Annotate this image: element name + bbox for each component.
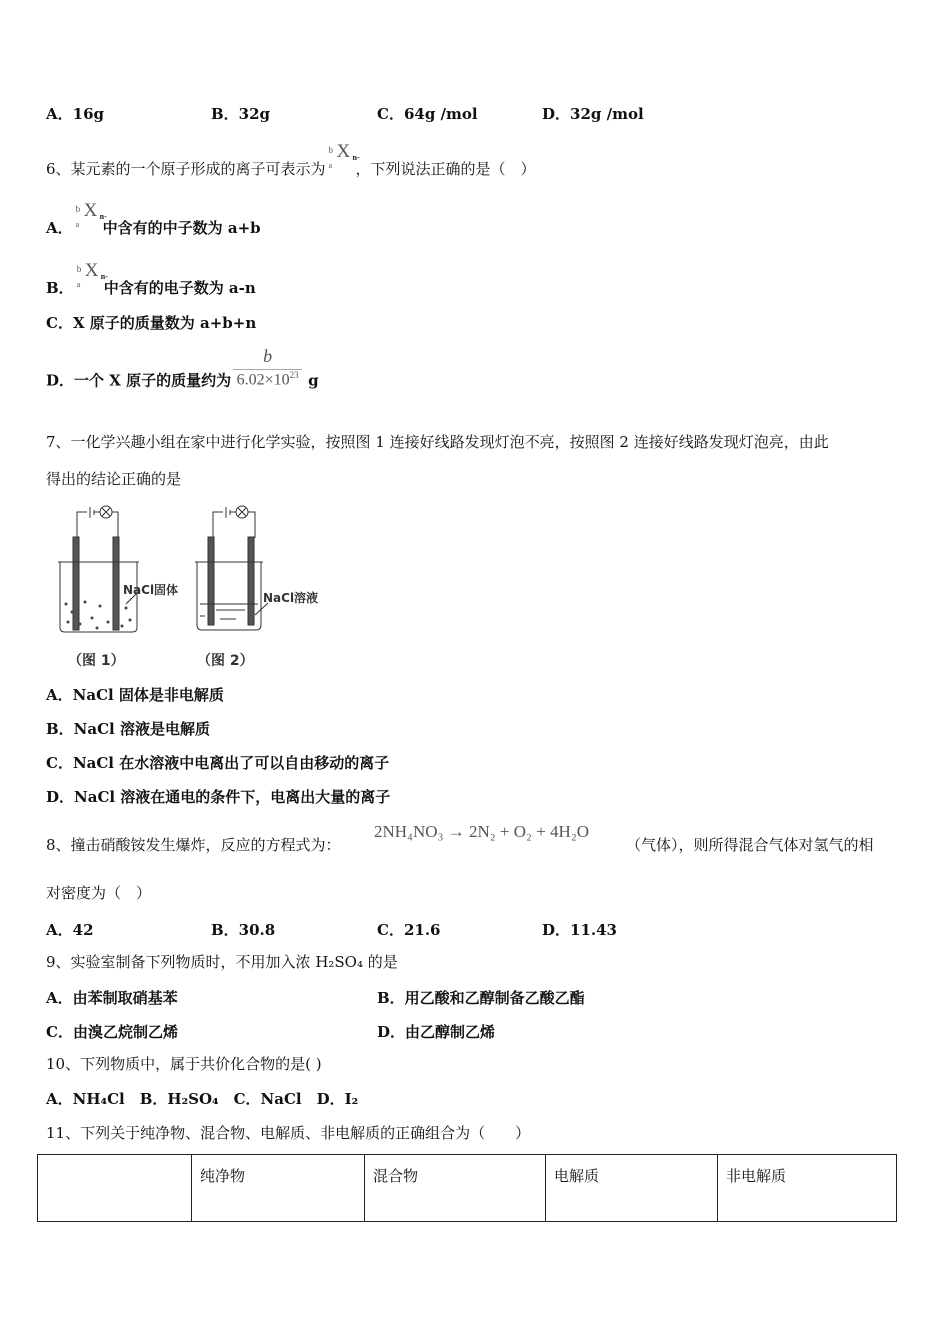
q7-option-b: B．NaCl 溶液是电解质 [46, 720, 210, 738]
figure-1-label: NaCl固体 [123, 583, 179, 597]
q6-stem [46, 141, 536, 179]
q6-stem-tail: ，下列说法正确的是（ ） [355, 160, 536, 178]
circuit-diagrams [50, 500, 350, 675]
figure-1-caption: （图 1） [68, 653, 125, 669]
q7-stem-line1: 7、一化学兴趣小组在家中进行化学实验，按照图 1 连接好线路发现灯泡不亮，按照图 2 连接好线路发现灯泡亮，由此 [46, 433, 829, 451]
q8-option-b: B．30.8 [211, 921, 276, 939]
q9-option-d: D．由乙醇制乙烯 [377, 1023, 496, 1041]
figure-2-label: NaCl溶液 [263, 591, 319, 605]
table-header-cell [38, 1155, 192, 1222]
option-d: D．32g /mol [542, 105, 644, 123]
q8-stem-pre: 8、撞击硝酸铵发生爆炸，反应的方程式为： [46, 836, 341, 854]
q9-option-a: A．由苯制取硝基苯 [46, 989, 178, 1007]
q6-option-c: C．X 原子的质量数为 a+b+n [46, 314, 257, 332]
figure-2 [195, 506, 318, 669]
table-header-row [38, 1155, 897, 1222]
q10-options: A．NH₄Cl B．H₂SO₄ C．NaCl D．I₂ [46, 1090, 359, 1108]
mass-fraction: $\frac{b}{6.02\times 10^{23}}$ [233, 346, 302, 389]
q9-option-b: B．用乙酸和乙醇制备乙酸乙酯 [377, 989, 585, 1007]
q11-stem: 11、下列关于纯净物、混合物、电解质、非电解质的正确组合为（ ） [46, 1124, 531, 1142]
q8-option-c: C．21.6 [377, 921, 441, 939]
isotope-notation: b a X n- [328, 141, 360, 170]
figure-1 [58, 506, 178, 669]
q7-option-c: C．NaCl 在水溶液中电离出了可以自由移动的离子 [46, 754, 390, 772]
table-header-cell: 非电解质 [718, 1155, 897, 1222]
reaction-equation: 2NH₄NO₃ → 2N₂ + O₂ + 4H₂O [374, 822, 590, 841]
q8-option-a: A．42 [46, 921, 94, 939]
q7-option-a: A．NaCl 固体是非电解质 [46, 686, 224, 704]
option-c: C．64g /mol [377, 105, 478, 123]
q6-option-a: A． b a X n- 中含有的中子数为 a+b [46, 200, 261, 237]
q7-option-d: D．NaCl 溶液在通电的条件下，电离出大量的离子 [46, 788, 391, 806]
q9-stem: 9、实验室制备下列物质时，不用加入浓 H₂SO₄ 的是 [46, 953, 398, 971]
table-header-cell: 混合物 [365, 1155, 546, 1222]
isotope-notation: b a X n- [75, 200, 107, 229]
option-a: A．16g [46, 105, 105, 123]
isotope-notation: b a X n- [76, 260, 108, 289]
q6-stem-text: 6、某元素的一个原子形成的离子可表示为 [46, 160, 326, 178]
q11-table [37, 1154, 897, 1222]
q6-option-b: B． b a X n- 中含有的电子数为 a-n [46, 260, 256, 297]
q8-stem-line2: 对密度为（ ） [46, 884, 152, 902]
q7-stem-line2: 得出的结论正确的是 [46, 470, 182, 488]
figure-2-caption: （图 2） [197, 653, 254, 669]
q8-stem-post: （气体），则所得混合气体对氢气的相 [626, 836, 874, 854]
option-b: B．32g [211, 105, 271, 123]
q8-option-d: D．11.43 [542, 921, 617, 939]
q10-stem: 10、下列物质中，属于共价化合物的是( ) [46, 1055, 322, 1073]
table-header-cell: 电解质 [546, 1155, 718, 1222]
q6-option-d: D．一个 X 原子的质量约为 $\frac{b}{6.02\times 10^{23}}$ g [46, 346, 319, 390]
table-header-cell: 纯净物 [192, 1155, 365, 1222]
q9-option-c: C．由溴乙烷制乙烯 [46, 1023, 178, 1041]
